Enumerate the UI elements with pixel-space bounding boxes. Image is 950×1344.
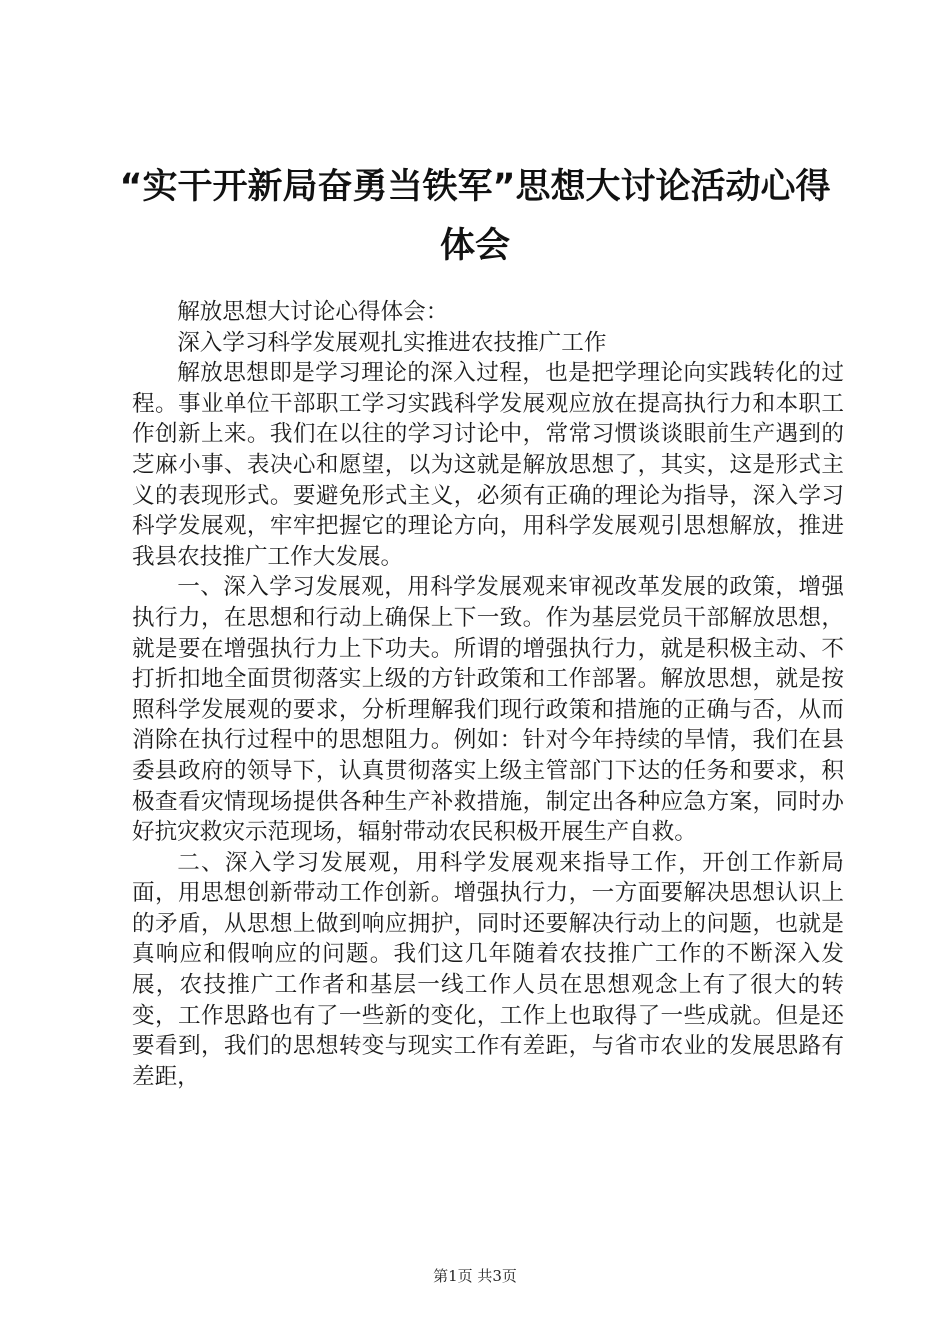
paragraph-intro: 解放思想即是学习理论的深入过程，也是把学理论向实践转化的过程。事业单位干部职工学习实践科学发展观应放在提高执行力和本职工作创新上来。我们在以往的学习讨论中，常常习惯谈谈眼前生产遇到的芝麻小事、表决心和愿望，以为这就是解放思想了，其实，这是形式主义的表现形式。要避免形式主义，必须有正确的理论为指导，深入学习科学发展观，牢牢把握它的理论方向，用科学发展观引思想解放，推进我县农技推广工作大发展。 (132, 360, 844, 570)
document-body (132, 297, 844, 1092)
paragraph-section-one: 一、深入学习发展观，用科学发展观来审视改革发展的政策，增强执行力，在思想和行动上确保上下一致。作为基层党员干部解放思想，就是要在增强执行力上下功夫。所谓的增强执行力，就是积极主动、不打折扣地全面贯彻落实上级的方针政策和工作部署。解放思想，就是按照科学发展观的要求，分析理解我们现行政策和措施的正确与否，从而消除在执行过程中的思想阻力。例如：针对今年持续的旱情，我们在县委县政府的领导下，认真贯彻落实上级主管部门下达的任务和要求，积极查看灾情现场提供各种生产补救措施，制定出各种应急方案，同时办好抗灾救灾示范现场，辐射带动农民积极开展生产自救。 (132, 574, 844, 846)
paragraph-subject: 解放思想大讨论心得体会： (177, 299, 449, 325)
paragraph-section-two: 二、深入学习发展观，用科学发展观来指导工作，开创工作新局面，用思想创新带动工作创新。增强执行力，一方面要解决思想认识上的矛盾，从思想上做到响应拥护，同时还要解决行动上的问题，也就是真响应和假响应的问题。我们这几年随着农技推广工作的不断深入发展，农技推广工作者和基层一线工作人员在思想观念上有了很大的转变，工作思路也有了一些新的变化，工作上也取得了一些成就。但是还要看到，我们的思想转变与现实工作有差距，与省市农业的发展思路有差距， (132, 849, 844, 1090)
paragraph-subtitle: 深入学习科学发展观扎实推进农技推广工作 (177, 329, 607, 356)
page-number-footer: 第1页 共3页 (433, 1267, 517, 1285)
document-title: “实干开新局奋勇当铁军”思想大讨论活动心得体会 (119, 167, 831, 266)
